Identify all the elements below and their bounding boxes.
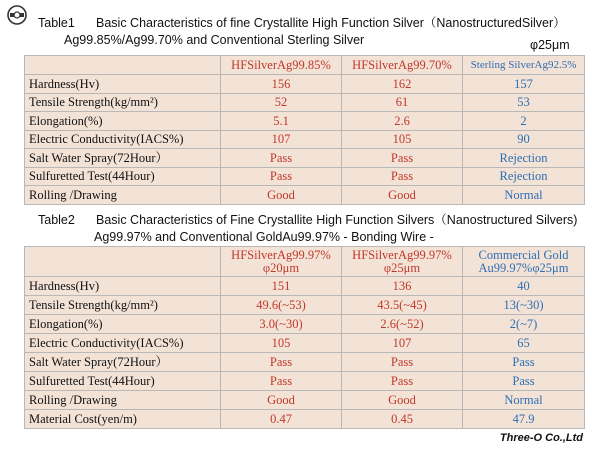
table2-row-label: Sulfuretted Test(44Hour): [25, 372, 221, 391]
table1-cell: 2: [463, 112, 585, 131]
table2-cell: 65: [463, 334, 585, 353]
table1-row-label: Salt Water Spray(72Hour）: [25, 149, 221, 168]
table1-cell: 2.6: [342, 112, 463, 131]
table2-cell: 13(~30): [463, 296, 585, 315]
company-footer: Three-O Co.,Ltd: [499, 432, 583, 444]
table2-header-line2: φ20μm: [262, 260, 300, 275]
table2-row-label: Tensile Strength(kg/mm²): [25, 296, 221, 315]
table1-cell: Pass: [342, 149, 463, 168]
table2-cell: Pass: [463, 353, 585, 372]
table1-row: [25, 93, 585, 112]
table2-cell: Normal: [463, 391, 585, 410]
table2-cell: 0.45: [342, 410, 463, 429]
table2-title-line2: Ag99.97% and Conventional GoldAu99.97% - Bonding Wire -: [94, 230, 434, 244]
table1-cell: Normal: [463, 186, 585, 205]
table2-row: [25, 334, 585, 353]
table1-caption: [38, 15, 598, 49]
table2-cell: 2.6(~52): [342, 315, 463, 334]
table1-row-label: Rolling /Drawing: [25, 186, 221, 205]
table1-cell: 5.1: [221, 112, 342, 131]
table2-header-cell: [463, 247, 585, 277]
table2-row: [25, 410, 585, 429]
table1-header-cell: HFSilverAg99.70%: [342, 56, 463, 75]
table2-cell: 0.47: [221, 410, 342, 429]
table1-cell: Pass: [221, 149, 342, 168]
table1-row-label: Tensile Strength(kg/mm²): [25, 93, 221, 112]
table2-caption: [38, 212, 598, 246]
table2-cell: 105: [221, 334, 342, 353]
table1-header-cell: HFSilverAg99.85%: [221, 56, 342, 75]
table1-cell: 53: [463, 93, 585, 112]
table2-cell: 151: [221, 277, 342, 296]
table2-row: [25, 353, 585, 372]
table1-row: [25, 112, 585, 131]
table2-header-line2: φ25μm: [383, 260, 421, 275]
table2-row: [25, 372, 585, 391]
table1-row-label: Hardness(Hv): [25, 75, 221, 94]
table1-title-line1: Basic Characteristics of fine Crystallite High Function Silver（NanostructuredSilver）: [96, 16, 566, 30]
table2-cell: Pass: [221, 372, 342, 391]
table2-title-line1: Basic Characteristics of Fine Crystallite High Function Silvers（Nanostructured Silvers): [96, 213, 578, 227]
table1-cell: Pass: [221, 167, 342, 186]
table2-cell: 49.6(~53): [221, 296, 342, 315]
table2-row-label: Rolling /Drawing: [25, 391, 221, 410]
table2-cell: Good: [342, 391, 463, 410]
table2-header-line1: Commercial Gold: [478, 247, 569, 262]
table2-row: [25, 315, 585, 334]
table2-cell: 40: [463, 277, 585, 296]
table1-row: [25, 149, 585, 168]
table2-cell: 47.9: [463, 410, 585, 429]
table2-header-line2: Au99.97%φ25μm: [478, 260, 569, 275]
table1-cell: 52: [221, 93, 342, 112]
table2-header-line1: HFSilverAg99.97%: [231, 247, 331, 262]
table1-cell: Rejection: [463, 167, 585, 186]
table2-cell: 3.0(~30): [221, 315, 342, 334]
table1-row-label: Sulfuretted Test(44Hour): [25, 167, 221, 186]
table2: [24, 246, 585, 429]
table2-cell: 107: [342, 334, 463, 353]
company-logo-icon: [6, 4, 28, 26]
table1-cell: Good: [342, 186, 463, 205]
table1-row: [25, 167, 585, 186]
table1-row: [25, 130, 585, 149]
table2-cell: 136: [342, 277, 463, 296]
table1: [24, 55, 585, 205]
table1-header-cell: Sterling SilverAg92.5%: [463, 56, 585, 75]
table1-cell: Pass: [342, 167, 463, 186]
table1-header-cell: [25, 56, 221, 75]
table2-header-cell: [342, 247, 463, 277]
table2-cell: Pass: [342, 353, 463, 372]
table1-row-label: Elongation(%): [25, 112, 221, 131]
table1-cell: 105: [342, 130, 463, 149]
table2-row: [25, 391, 585, 410]
table2-row-label: Hardness(Hv): [25, 277, 221, 296]
table2-cell: 43.5(~45): [342, 296, 463, 315]
table1-label: Table1: [38, 16, 75, 30]
table2-label: Table2: [38, 213, 75, 227]
table2-row: [25, 277, 585, 296]
table2-header-line1: HFSilverAg99.97%: [352, 247, 452, 262]
table1-cell: 107: [221, 130, 342, 149]
table1-cell: 90: [463, 130, 585, 149]
table2-cell: Pass: [463, 372, 585, 391]
table1-cell: 157: [463, 75, 585, 94]
table1-header-row: [25, 56, 585, 75]
table2-cell: Pass: [342, 372, 463, 391]
table1-title-line2: Ag99.85%/Ag99.70% and Conventional Sterling Silver: [64, 33, 365, 47]
table2-cell: Pass: [221, 353, 342, 372]
table2-cell: 2(~7): [463, 315, 585, 334]
table1-row: [25, 186, 585, 205]
table1-cell: Rejection: [463, 149, 585, 168]
table2-row-label: Salt Water Spray(72Hour）: [25, 353, 221, 372]
table2-row-label: Electric Conductivity(IACS%): [25, 334, 221, 353]
table1-cell: 61: [342, 93, 463, 112]
table2-header-cell: [25, 247, 221, 277]
table2-header-cell: [221, 247, 342, 277]
table1-cell: 156: [221, 75, 342, 94]
table1-cell: 162: [342, 75, 463, 94]
table1-unit: φ25μm: [530, 38, 570, 52]
table2-row-label: Elongation(%): [25, 315, 221, 334]
table1-cell: Good: [221, 186, 342, 205]
table2-cell: Good: [221, 391, 342, 410]
table2-row-label: Material Cost(yen/m): [25, 410, 221, 429]
table1-row-label: Electric Conductivity(IACS%): [25, 130, 221, 149]
table2-row: [25, 296, 585, 315]
table2-header-row: [25, 247, 585, 277]
table1-row: [25, 75, 585, 94]
